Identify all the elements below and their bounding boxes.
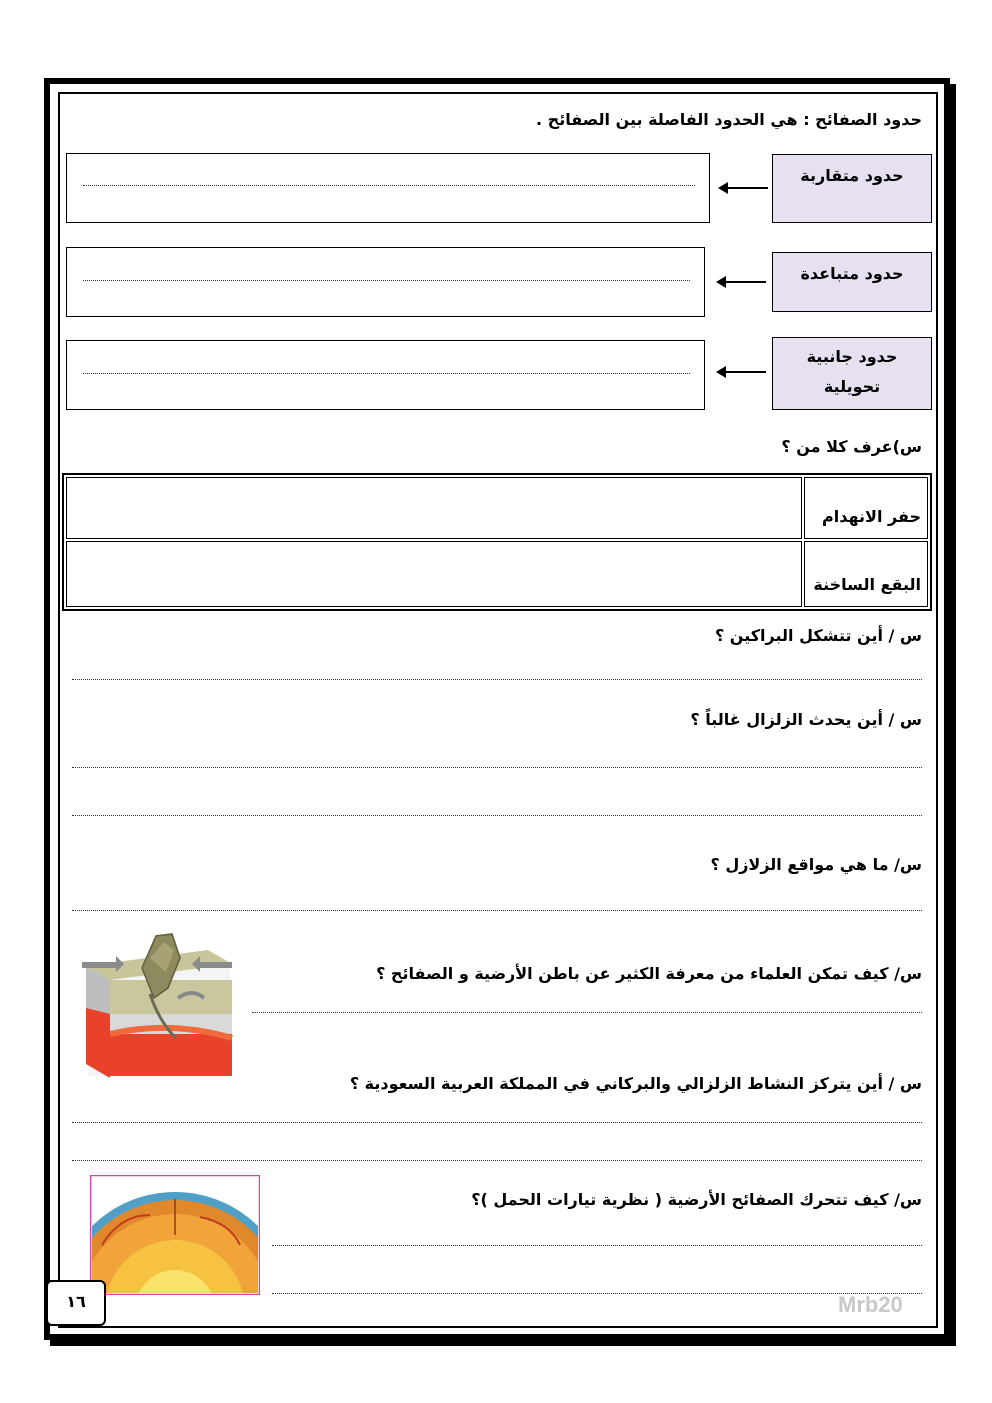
definitions-table bbox=[62, 473, 932, 611]
answer-line[interactable] bbox=[72, 767, 922, 768]
definition-answer-cell[interactable] bbox=[66, 477, 802, 539]
plate-collision-diagram bbox=[80, 928, 240, 1084]
answer-box-divergent[interactable] bbox=[66, 247, 705, 317]
earth-layers-diagram bbox=[90, 1175, 260, 1295]
question-convection-currents: س/ كيف تتحرك الصفائح الأرضية ( نظرية تيارات الحمل )؟ bbox=[471, 1190, 922, 1209]
define-question: س)عرف كلا من ؟ bbox=[781, 437, 922, 456]
question-earthquake-sites: س/ ما هي مواقع الزلازل ؟ bbox=[710, 855, 922, 874]
answer-box-transform[interactable] bbox=[66, 340, 705, 410]
definition-term: حفر الانهدام bbox=[804, 477, 928, 539]
answer-line[interactable] bbox=[272, 1293, 922, 1294]
answer-line[interactable] bbox=[72, 1160, 922, 1161]
arrow-left-icon bbox=[718, 371, 766, 373]
watermark: Mrb20 bbox=[838, 1292, 903, 1317]
answer-line bbox=[83, 185, 695, 186]
answer-line[interactable] bbox=[252, 1012, 922, 1013]
answer-line[interactable] bbox=[72, 815, 922, 816]
question-earthquake-location: س / أين يحدث الزلزال غالباً ؟ bbox=[690, 710, 922, 729]
answer-line bbox=[83, 280, 690, 281]
plate-boundaries-definition: حدود الصفائح : هي الحدود الفاصلة بين الصفائح . bbox=[536, 110, 922, 129]
answer-line[interactable] bbox=[272, 1245, 922, 1246]
answer-line[interactable] bbox=[72, 910, 922, 911]
table-row bbox=[66, 541, 928, 607]
question-saudi-activity: س / أين يتركز النشاط الزلزالي والبركاني في المملكة العربية السعودية ؟ bbox=[349, 1074, 922, 1093]
arrow-left-icon bbox=[718, 281, 766, 283]
answer-box-convergent[interactable] bbox=[66, 153, 710, 223]
table-row bbox=[66, 477, 928, 539]
question-volcano-formation: س / أين تتشكل البراكين ؟ bbox=[714, 626, 922, 645]
page-number: ١٦ bbox=[46, 1280, 106, 1326]
boundary-label-divergent: حدود متباعدة bbox=[772, 252, 932, 312]
answer-line[interactable] bbox=[72, 679, 922, 680]
definition-term: البقع الساخنة bbox=[804, 541, 928, 607]
answer-line bbox=[83, 373, 690, 374]
definition-answer-cell[interactable] bbox=[66, 541, 802, 607]
answer-line[interactable] bbox=[72, 1122, 922, 1123]
boundary-label-convergent: حدود متقاربة bbox=[772, 154, 932, 223]
boundary-label-transform: حدود جانبية تحويلية bbox=[772, 337, 932, 410]
question-earth-interior: س/ كيف تمكن العلماء من معرفة الكثير عن باطن الأرضية و الصفائح ؟ bbox=[376, 964, 922, 983]
arrow-left-icon bbox=[720, 187, 768, 189]
